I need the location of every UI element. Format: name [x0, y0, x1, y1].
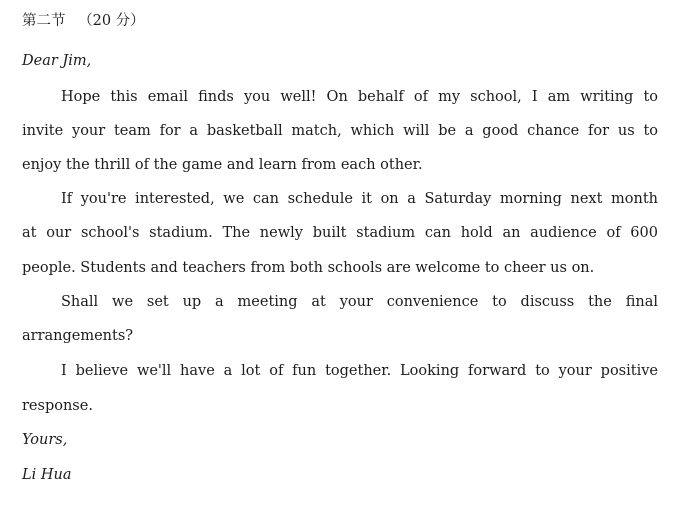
closing: Yours, [22, 432, 68, 448]
section-title: 第二节 [22, 13, 66, 29]
paragraph-4-line-1: I believe we'll have a lot of fun together. Looking forward to your positive [61, 363, 658, 379]
section-heading [22, 12, 145, 30]
paragraph-3-line-2: arrangements? [22, 328, 134, 344]
paragraph-2-line-2: at our school's stadium. The newly built stadium can hold an audience of 600 [22, 225, 658, 241]
paragraph-3-line-1: Shall we set up a meeting at your convenience to discuss the final [61, 294, 658, 310]
paragraph-1-line-3: enjoy the thrill of the game and learn from each other. [22, 157, 423, 173]
section-points: （20 分） [78, 13, 145, 29]
paragraph-1-line-1: Hope this email finds you well! On behalf of my school, I am writing to [61, 89, 658, 105]
paragraph-1-line-2: invite your team for a basketball match, which will be a good chance for us to [22, 123, 658, 139]
signature: Li Hua [22, 467, 72, 483]
paragraph-4-line-2: response. [22, 398, 93, 414]
paragraph-2-line-1: If you're interested, we can schedule it on a Saturday morning next month [61, 191, 658, 207]
paragraph-2-line-3: people. Students and teachers from both schools are welcome to cheer us on. [22, 260, 595, 276]
salutation: Dear Jim, [22, 53, 92, 69]
